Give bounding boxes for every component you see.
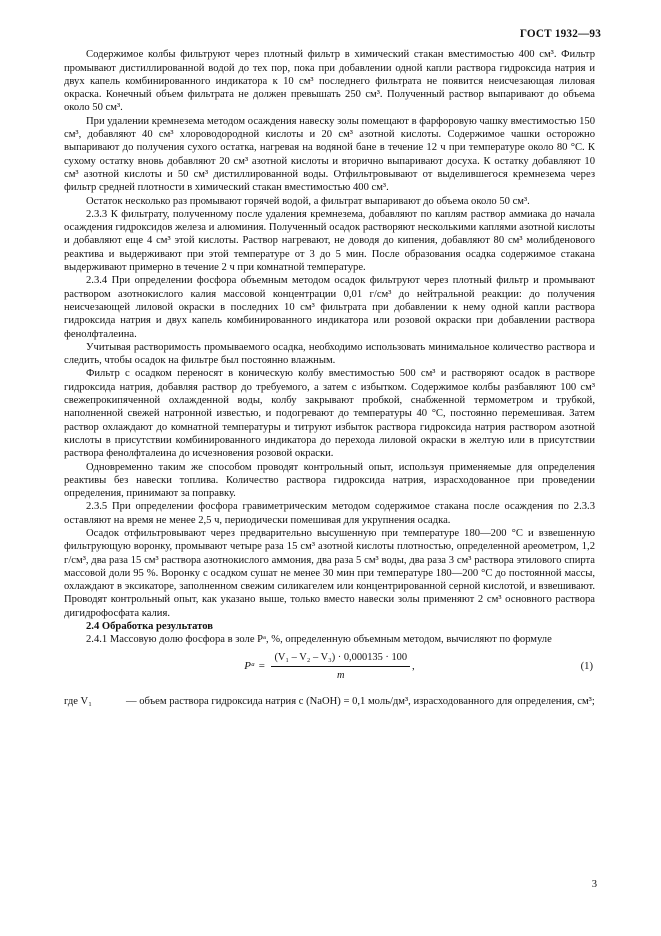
paragraph-solubility-note: Учитывая растворимость промываемого осадка, необходимо использовать минимальное количество раствора и следить, чтобы осадок на фильтре был постоянно влажным. bbox=[64, 341, 595, 367]
section-heading-2-4: 2.4 Обработка результатов bbox=[86, 621, 213, 633]
formula-lhs: Pᵃ = bbox=[244, 659, 266, 672]
page-number: 3 bbox=[591, 879, 597, 890]
variable-description: — объем раствора гидроксида натрия c (NaOH) = 0,1 моль/дм³, израсходованного для определения, см³; bbox=[126, 695, 595, 707]
formula-denominator: m bbox=[337, 669, 345, 681]
formula-fraction bbox=[271, 651, 410, 683]
formula-numerator: (V₁ – V₂ – V₃) · 0,000135 · 100 bbox=[271, 651, 410, 667]
paragraph-titration: Фильтр с осадком переносят в коническую колбу вместимостью 500 см³ и растворяют осадок в растворе гидроксида натрия, добавляя раствор до требуемого, а затем с избытком. Содержимое колбы разбавляют 100 см³ свежепрокипяченной охлажденной воды, колбу закрывают пробкой, снабженной термометром и трубкой, наполненной свежей натронной известью, и подогревают до температуры 40 °С, постоянно перемешивая. Затем раствор охлаждают до комнатной температуры и титруют избыток раствора гидроксида натрия раствором азотной кислоты в присутствии комбинированного индикатора до перехода лиловой окраски в желтую или в присутствии раствора фенолфталеина до исчезновения розовой окраски. bbox=[64, 368, 595, 460]
formula-comma: , bbox=[412, 659, 415, 672]
paragraph-silica-removal: При удалении кремнезема методом осаждения навеску золы помещают в фарфоровую чашку вместимостью 150 см³, добавляют 40 см³ хлороводородной кислоты и 20 см³ азотной кислоты. Содержимое чашки осторожно выпаривают до получения сухого остатка, нагревая на водяной бане в течение 12 ч при температуре около 80 °С. К сухому остатку вновь добавляют 20 см³ азотной кислоты и вторично выпаривают досуха. К остатку добавляют 10 см³ азотной кислоты и 50 см³ дистиллированной воды. Отфильтровывают от выделившегося кремнезема через фильтр средней плотности в химический стакан вместимостью 400 см³. bbox=[64, 115, 595, 194]
formula bbox=[64, 651, 595, 683]
formula-block bbox=[64, 651, 595, 689]
variable-label: где V₁ bbox=[64, 695, 92, 707]
formula-number: (1) bbox=[580, 660, 593, 672]
paragraph-gravimetric: Осадок отфильтровывают через предварительно высушенную при температуре 180—200 °С и взвешенную фильтрующую воронку, промывают четыре раза 15 см³ азотной кислоты плотностью, определенной ареометром, 1,2 г/см³, два раза 15 см³ раствора азотнокислого аммония, два раза 5 см³ воды, два раза 3 см³ раствора этилового спирта массовой доли 95 %. Воронку с осадком сушат не менее 30 мин при температуре 180—200 °С до постоянной массы, охлаждают в эксикаторе, заполненном свежим силикагелем или концентрированной серной кислотой, и взвешивают. Проводят контрольный опыт, как указано выше, только вместо навески золы применяют 2 см³ основного раствора дигидрофосфата калия. bbox=[64, 527, 595, 619]
paragraph-2-4-1: 2.4.1 Массовую долю фосфора в золе Pᵃ, %, определенную объемным методом, вычисляют по формуле bbox=[86, 634, 552, 646]
paragraph-2-3-3: 2.3.3 К фильтрату, полученному после удаления кремнезема, добавляют по каплям раствор аммиака до начала осаждения гидроксидов железа и алюминия. Полученный осадок растворяют несколькими каплями азотной кислоты и добавляют еще 4 см³ этой кислоты. Раствор нагревают, не доводя до кипения, добавляют 80 см³ молибденового реактива и выдерживают при этой температуре от 3 до 5 мин. После образования осадка содержимое стакана выдерживают примерно в течение 2 ч при комнатной температуре. bbox=[64, 208, 595, 274]
paragraph-control-test: Одновременно таким же способом проводят контрольный опыт, используя применяемые для определения реактивы без навески топлива. Количество раствора гидроксида натрия, израсходованное при проведении определения, принимают за поправку. bbox=[64, 461, 595, 500]
paragraph-filtration: Содержимое колбы фильтруют через плотный фильтр в химический стакан вместимостью 400 см³. Фильтр промывают дистиллированной водой до тех пор, пока при добавлении одной капли раствора гидроксида натрия и двух капель комбинированного индикатора к 10 см³ последнего фильтрата не появится неисчезающая лиловая окраска. Конечный объем фильтрата не должен превышать 250 см³. Полученный раствор выпаривают до объема около 50 см³. bbox=[64, 49, 595, 114]
document-header: ГОСТ 1932—93 bbox=[519, 28, 601, 40]
paragraph-residue-wash: Остаток несколько раз промывают горячей водой, а фильтрат выпаривают до объема около 50 см³. bbox=[86, 195, 530, 207]
paragraph-2-3-5: 2.3.5 При определении фосфора гравиметрическим методом содержимое стакана после осаждения по 2.3.3 оставляют на время не менее 2,5 ч, периодически помешивая для укрупнения осадка. bbox=[64, 501, 595, 526]
paragraph-2-3-4: 2.3.4 При определении фосфора объемным методом осадок фильтруют через плотный фильтр и промывают раствором азотнокислого калия массовой концентрации 0,01 г/см³ до нейтральной реакции: до получения неисчезающей лиловой окраски в последних 10 см³ фильтрата при добавлении к нему одной капли раствора гидроксида натрия и двух капель комбинированного индикатора или розовой окраски при добавлении раствора фенолфталеина. bbox=[64, 275, 595, 340]
variable-definition bbox=[64, 695, 595, 708]
